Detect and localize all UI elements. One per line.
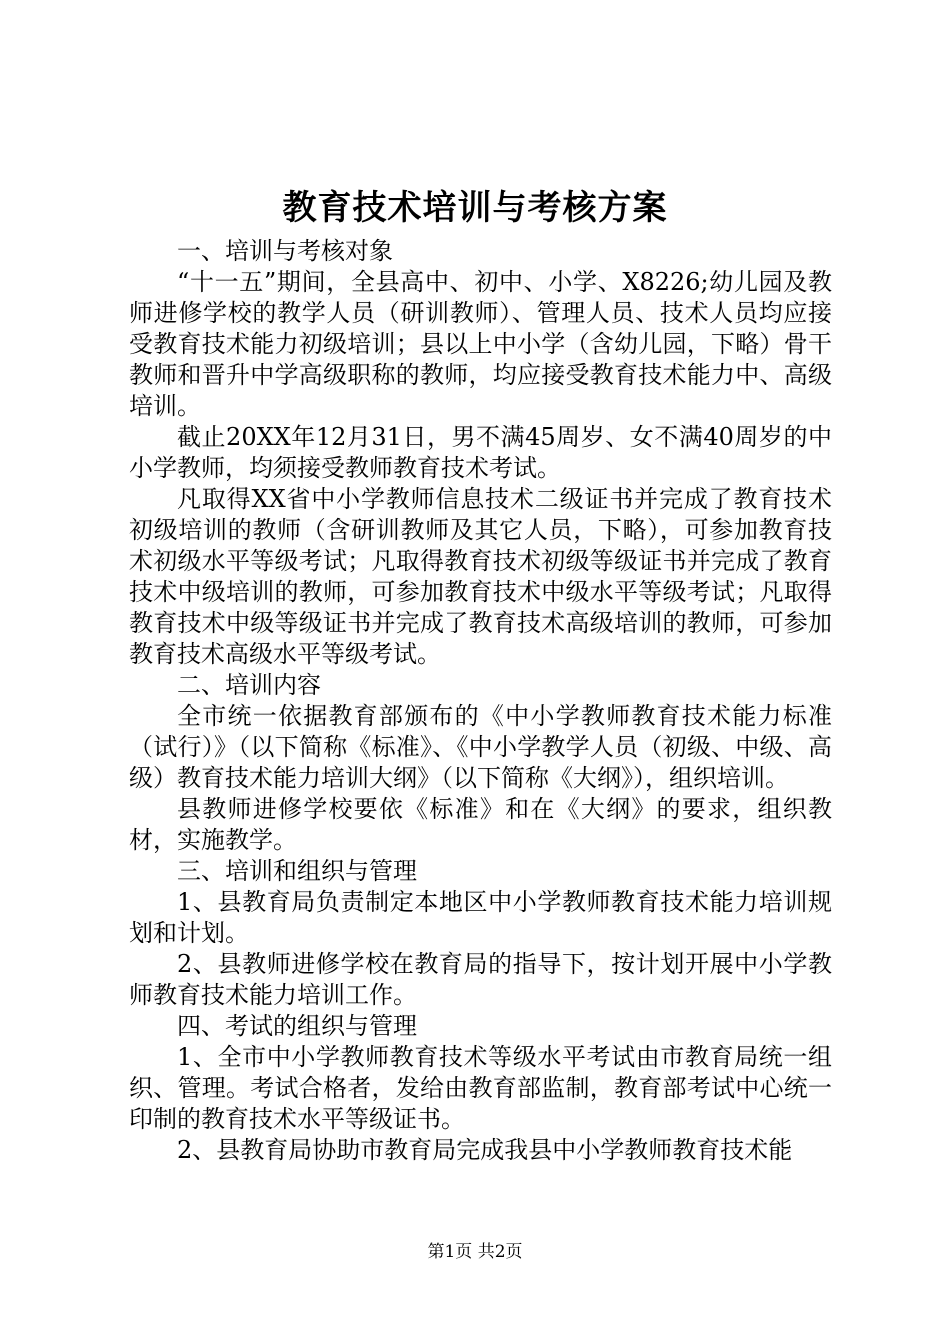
document-body <box>129 236 832 1166</box>
document-title: 教育技术培训与考核方案 <box>282 188 668 228</box>
paragraph-9: 2、县教育局协助市教育局完成我县中小学教师教育技术能 <box>177 1136 793 1164</box>
section-heading-4: 四、考试的组织与管理 <box>177 1012 417 1040</box>
paragraph-5: 县教师进修学校要依《标准》和在《大纲》的要求，组织教材，实施教学。 <box>129 795 832 854</box>
paragraph-3: 凡取得XX省中小学教师信息技术二级证书并完成了教育技术初级培训的教师（含研训教师及其它人员，下略），可参加教育技术初级水平等级考试；凡取得教育技术初级等级证书并完成了教育技术中级培训的教师，可参加教育技术中级水平等级考试；凡取得教育技术中级等级证书并完成了教育技术高级培训的教师，可参加教育技术高级水平等级考试。 <box>129 485 832 668</box>
paragraph-6: 1、县教育局负责制定本地区中小学教师教育技术能力培训规划和计划。 <box>129 888 832 947</box>
page-footer: 第1页 共2页 <box>427 1242 523 1262</box>
section-heading-3: 三、培训和组织与管理 <box>177 857 417 885</box>
paragraph-4: 全市统一依据教育部颁布的《中小学教师教育技术能力标准（试行）》（以下简称《标准》、《中小学教学人员（初级、中级、高级）教育技术能力培训大纲》（以下简称《大纲》），组织培训。 <box>129 702 832 792</box>
paragraph-2: 截止20XX年12月31日，男不满45周岁、女不满40周岁的中小学教师，均须接受教师教育技术考试。 <box>129 423 832 482</box>
section-heading-1: 一、培训与考核对象 <box>177 237 393 265</box>
section-heading-2: 二、培训内容 <box>177 671 321 699</box>
paragraph-8: 1、全市中小学教师教育技术等级水平考试由市教育局统一组织、管理。考试合格者，发给由教育部监制，教育部考试中心统一印制的教育技术水平等级证书。 <box>129 1043 832 1133</box>
paragraph-1: “十一五”期间，全县高中、初中、小学、X8226;幼儿园及教师进修学校的教学人员（研训教师）、管理人员、技术人员均应接受教育技术能力初级培训；县以上中小学（含幼儿园，下略）骨干教师和晋升中学高级职称的教师，均应接受教育技术能力中、高级培训。 <box>129 268 832 420</box>
paragraph-7: 2、县教师进修学校在教育局的指导下，按计划开展中小学教师教育技术能力培训工作。 <box>129 950 832 1009</box>
